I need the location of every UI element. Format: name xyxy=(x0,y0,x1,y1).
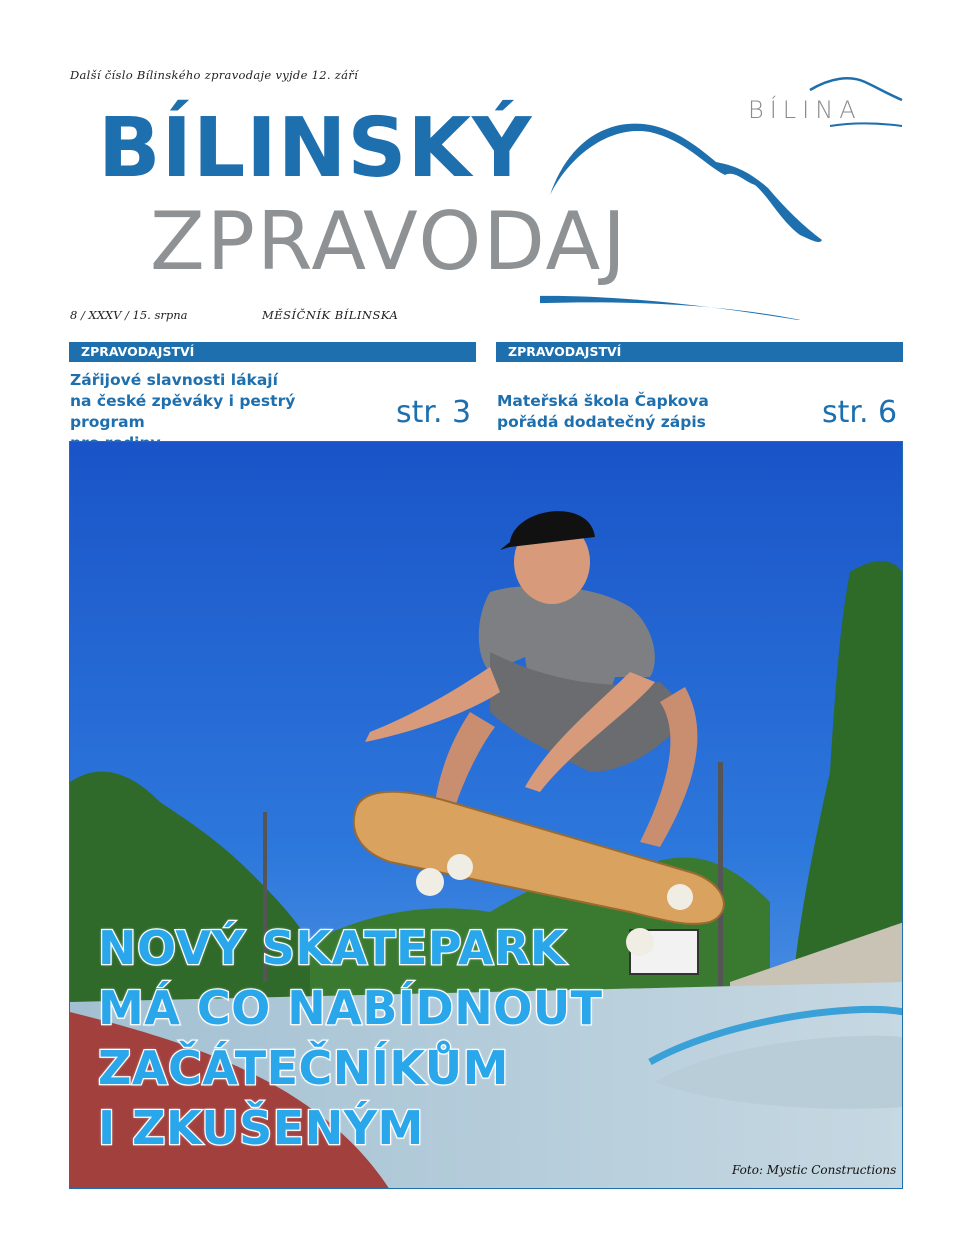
headline-line: I ZKUŠENÝM xyxy=(98,1101,424,1155)
issue-tag: MĚSÍČNÍK BÍLINSKA xyxy=(262,308,399,322)
skateboard-wheel xyxy=(447,854,473,880)
teaser-2-section: ZPRAVODAJSTVÍ xyxy=(496,342,903,362)
teaser-1-section: ZPRAVODAJSTVÍ xyxy=(69,342,476,362)
mountain-base-line xyxy=(540,296,810,320)
lamp-post-right xyxy=(718,762,723,992)
teaser-1-line: na české zpěváky i pestrý program xyxy=(70,392,296,431)
skateboard-wheel xyxy=(416,868,444,896)
masthead-title-line2: ZPRAVODAJ xyxy=(150,195,628,288)
teaser-1-line: Zářijové slavnosti lákají xyxy=(70,371,278,389)
photo-credit: Foto: Mystic Constructions xyxy=(732,1163,897,1177)
headline-line: ZAČÁTEČNÍKŮM xyxy=(98,1041,509,1095)
next-issue-note: Další číslo Bílinského zpravodaje vyjde 12. září xyxy=(70,68,359,82)
teaser-2-line: Mateřská škola Čapkova xyxy=(497,392,709,410)
teaser-2-title[interactable] xyxy=(497,391,797,433)
headline-line: NOVÝ SKATEPARK xyxy=(98,921,567,975)
city-brand: BÍLINA xyxy=(748,96,862,124)
masthead-title-line1: BÍLINSKÝ xyxy=(98,101,533,196)
issue-meta: 8 / XXXV / 15. srpna xyxy=(70,308,188,322)
teaser-1-page[interactable]: str. 3 xyxy=(396,395,472,430)
cover-headline xyxy=(98,918,603,1158)
headline-line: MÁ CO NABÍDNOUT xyxy=(98,981,603,1035)
skateboard-wheel xyxy=(626,928,654,956)
teaser-2-page[interactable]: str. 6 xyxy=(822,395,898,430)
teaser-2-line: pořádá dodatečný zápis xyxy=(497,413,706,431)
skateboard-wheel xyxy=(667,884,693,910)
